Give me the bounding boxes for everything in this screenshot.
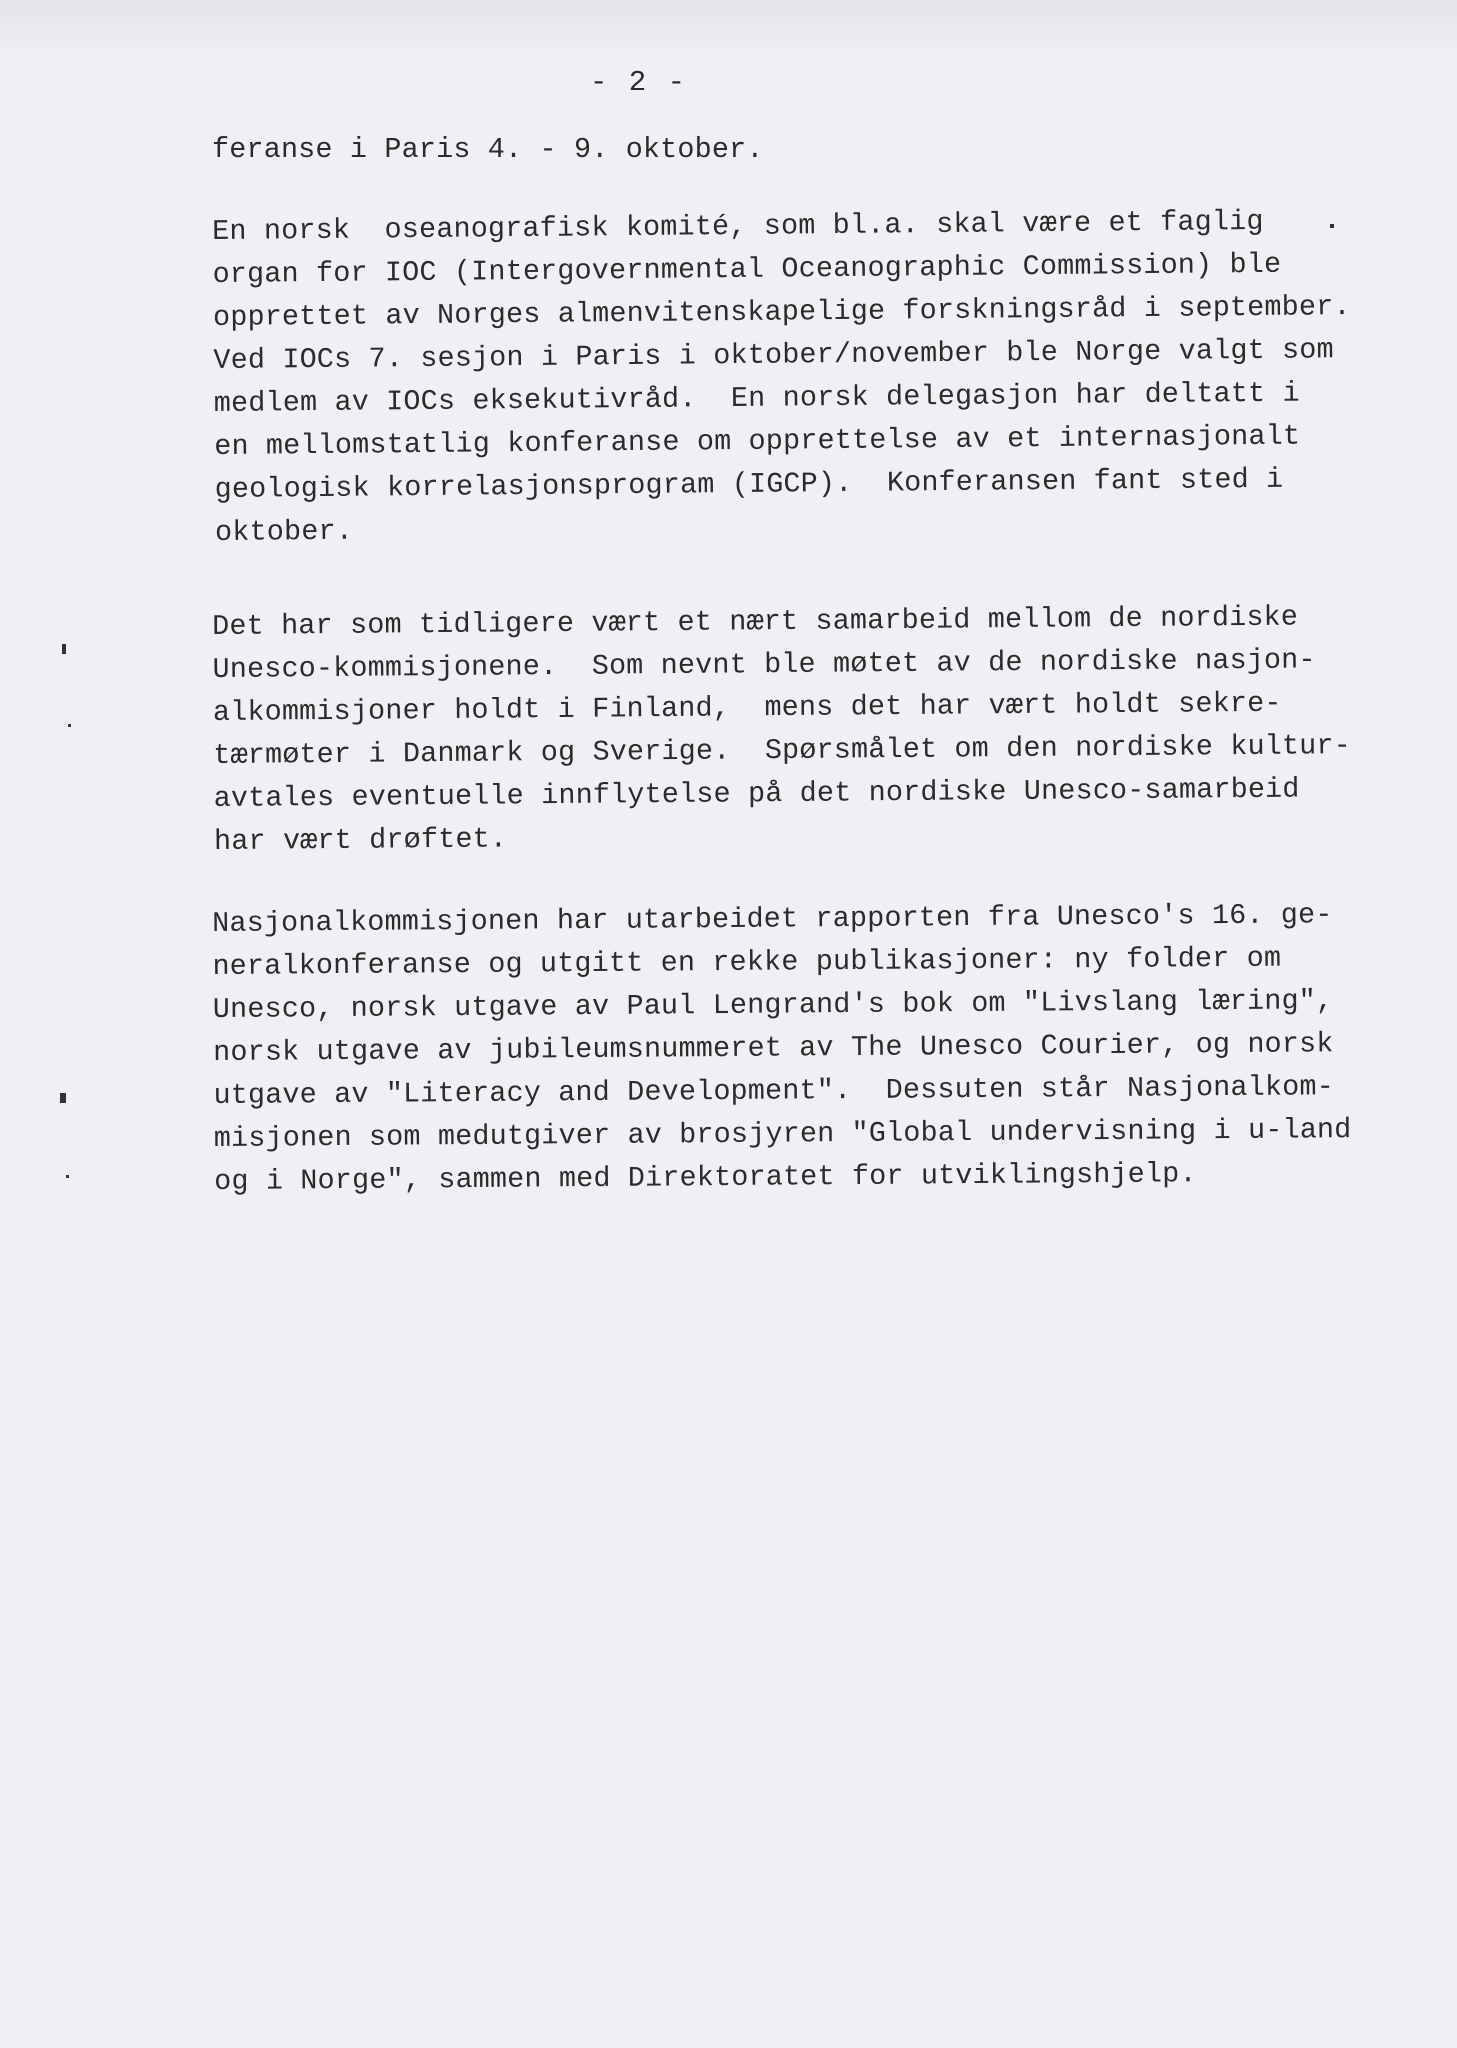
text-line: En norsk oseanografisk komité, som bl.a. skal være et faglig <box>212 204 1264 248</box>
scan-edge-shadow <box>0 0 1457 60</box>
text-line: medlem av IOCs eksekutivråd. En norsk delegasjon har deltatt i <box>213 376 1300 420</box>
margin-mark <box>68 724 71 727</box>
text-line: utgave av "Literacy and Development". Dessuten står Nasjonalkom- <box>213 1070 1335 1112</box>
text-line: en mellomstatlig konferanse om opprettelse av et internasjonalt <box>214 419 1301 463</box>
paragraph-publications <box>212 893 1374 1203</box>
margin-mark <box>62 644 66 654</box>
paragraph-nordic-cooperation <box>212 595 1374 863</box>
text-line: neralkonferanse og utgitt en rekke publikasjoner: ny folder om <box>212 941 1282 983</box>
text-line: oktober. <box>214 514 354 549</box>
text-line: Det har som tidligere vært et nært samarbeid mellom de nordiske <box>212 600 1299 643</box>
paragraph-continuation <box>212 128 1372 171</box>
text-line: tærmøter i Danmark og Sverige. Spørsmålet om den nordiske kultur- <box>213 729 1352 772</box>
margin-mark <box>66 1175 69 1178</box>
text-line: norsk utgave av jubileumsnummeret av The Unesco Courier, og norsk <box>213 1027 1334 1069</box>
page-number: - 2 - <box>590 66 688 99</box>
text-line: opprettet av Norges almenvitenskapelige forskningsråd i september. <box>212 290 1351 334</box>
text-line: Unesco, norsk utgave av Paul Lengrand's bok om "Livslang læring", <box>212 984 1334 1026</box>
text-line: avtales eventuelle innflytelse på det nordiske Unesco-samarbeid <box>213 772 1300 815</box>
text-line: Unesco-kommisjonene. Som nevnt ble møtet av de nordiske nasjon- <box>212 643 1316 686</box>
text-line: og i Norge", sammen med Direktoratet for utviklingshjelp. <box>214 1157 1197 1198</box>
text-line: feranse i Paris 4. - 9. oktober. <box>212 133 764 166</box>
text-line: Nasjonalkommisjonen har utarbeidet rapporten fra Unesco's 16. ge- <box>212 898 1333 940</box>
text-line: organ for IOC (Intergovernmental Oceanographic Commission) ble <box>212 247 1282 291</box>
paragraph-oceanography <box>212 199 1375 554</box>
text-line: misjonen som medutgiver av brosjyren "Global undervisning i u-land <box>213 1113 1352 1155</box>
text-line: alkommisjoner holdt i Finland, mens det har vært holdt sekre- <box>212 686 1282 729</box>
margin-mark <box>60 1093 66 1103</box>
text-line: geologisk korrelasjonsprogram (IGCP). Konferansen fant sted i <box>214 462 1284 506</box>
text-line: har vært drøftet. <box>213 822 508 858</box>
text-line: Ved IOCs 7. sesjon i Paris i oktober/november ble Norge valgt som <box>213 333 1334 377</box>
margin-mark <box>1330 224 1334 228</box>
